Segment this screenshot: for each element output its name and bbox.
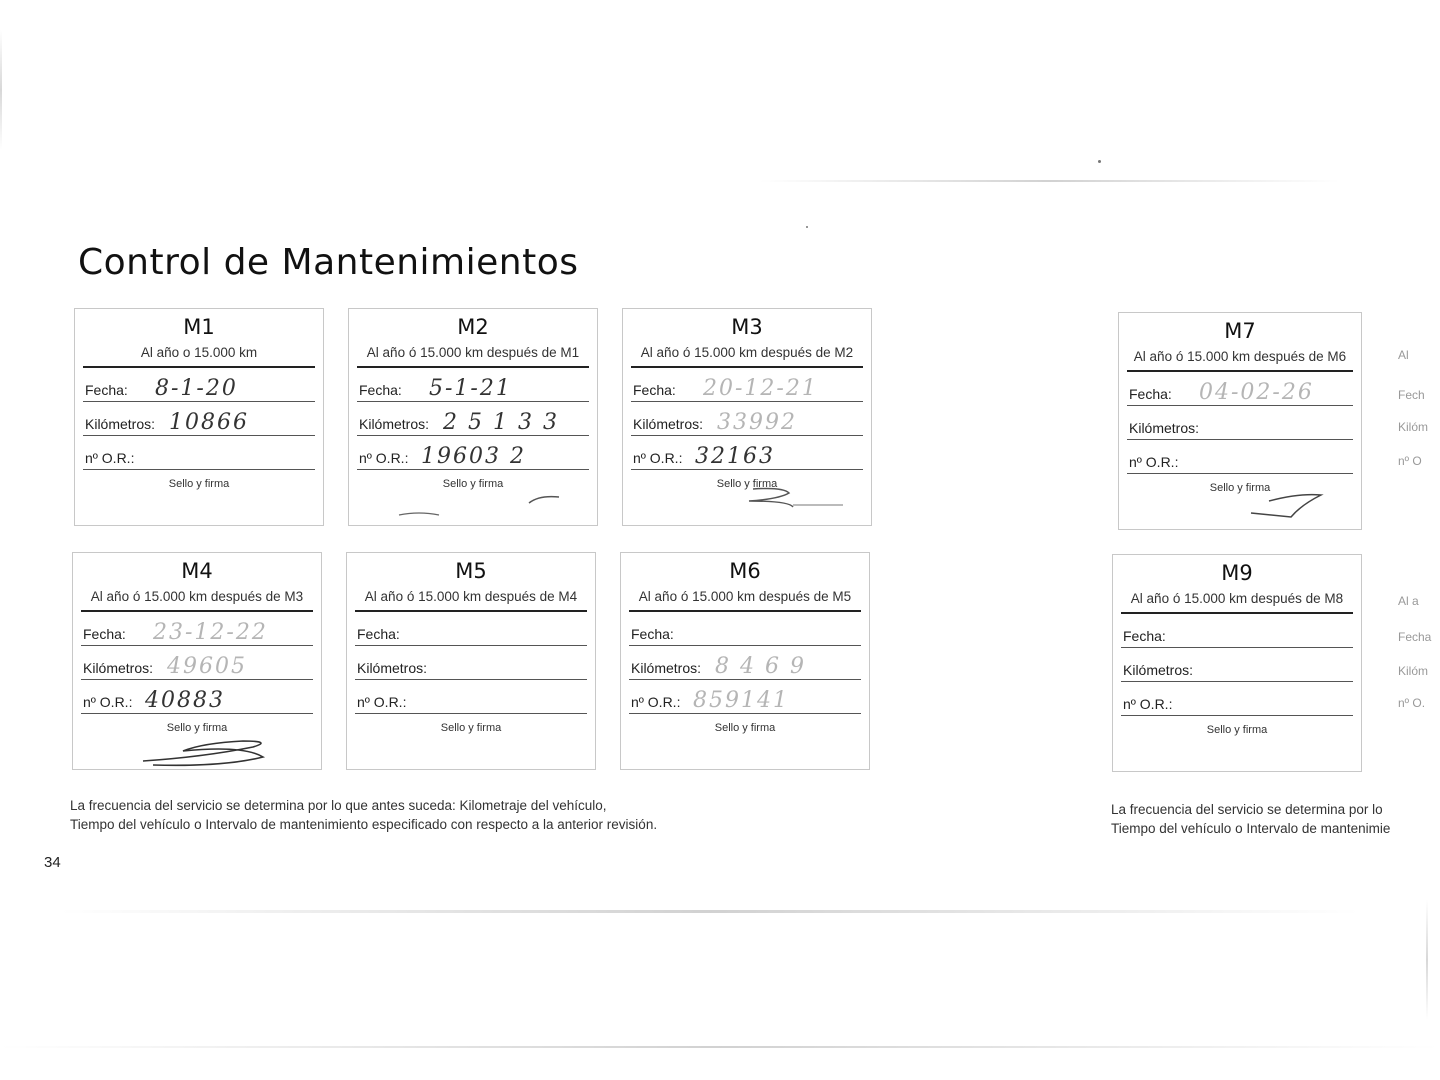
date-value: 04-02-26 — [1199, 380, 1314, 405]
card-code: M5 — [455, 559, 487, 583]
date-value: 23-12-22 — [153, 620, 268, 645]
km-label: Kilómetros: — [85, 416, 156, 432]
km-field — [357, 402, 589, 436]
date-label: Fecha: — [359, 382, 402, 398]
card-interval: Al año ó 15.000 km después de M1 — [357, 345, 589, 368]
km-value: 49605 — [167, 654, 247, 679]
maintenance-card-m1 — [74, 308, 324, 526]
seal-label: Sello y firma — [1209, 482, 1271, 494]
cutoff-text: Fech — [1398, 388, 1425, 402]
maintenance-card-m7 — [1118, 312, 1362, 530]
date-label: Fecha: — [633, 382, 676, 398]
km-label: Kilómetros: — [83, 660, 154, 676]
or-field — [1121, 682, 1353, 716]
scan-speck — [1098, 160, 1101, 163]
or-value: 19603 2 — [421, 444, 526, 469]
seal-label: Sello y firma — [442, 478, 504, 490]
date-value: 8-1-20 — [155, 376, 238, 401]
or-label: nº O.R.: — [1129, 454, 1179, 470]
signature-scribble — [663, 483, 853, 519]
card-code: M6 — [729, 559, 761, 583]
card-code: M2 — [457, 315, 489, 339]
km-field — [81, 646, 313, 680]
date-field — [357, 368, 589, 402]
or-field — [83, 436, 315, 470]
seal-label: Sello y firma — [716, 478, 778, 490]
date-field — [629, 612, 861, 646]
maintenance-card-m5 — [346, 552, 596, 770]
km-field — [83, 402, 315, 436]
card-interval: Al año ó 15.000 km después de M4 — [355, 589, 587, 612]
km-label: Kilómetros: — [631, 660, 702, 676]
or-field — [81, 680, 313, 714]
km-field — [629, 646, 861, 680]
footnote-line: La frecuencia del servicio se determina por lo — [1111, 802, 1383, 817]
signature-scribble — [389, 483, 579, 519]
or-label: nº O.R.: — [359, 450, 409, 466]
maintenance-card-m3 — [622, 308, 872, 526]
maintenance-card-m2 — [348, 308, 598, 526]
footnote-line: La frecuencia del servicio se determina por lo que antes suceda: Kilometraje del vehículo, — [70, 798, 607, 813]
scan-artefact-left-edge — [0, 30, 2, 150]
scan-artefact-bottom — [60, 910, 1360, 913]
seal-label: Sello y firma — [440, 722, 502, 734]
date-value: 5-1-21 — [429, 376, 512, 401]
date-field — [355, 612, 587, 646]
card-code: M3 — [731, 315, 763, 339]
footnote — [70, 796, 657, 834]
cutoff-text: Fecha — [1398, 630, 1432, 644]
page-number: 34 — [44, 854, 61, 871]
km-label: Kilómetros: — [359, 416, 430, 432]
km-label: Kilómetros: — [357, 660, 428, 676]
cutoff-text: nº O. — [1398, 696, 1426, 710]
maintenance-card-m9 — [1112, 554, 1362, 772]
footnote-line: Tiempo del vehículo o Intervalo de mantenimie — [1111, 821, 1391, 836]
page-title: Control de Mantenimientos — [78, 242, 579, 283]
card-interval: Al año o 15.000 km — [83, 345, 315, 368]
or-field — [631, 436, 863, 470]
scan-artefact-footer — [0, 1046, 1440, 1048]
or-label: nº O.R.: — [83, 694, 133, 710]
seal-label: Sello y firma — [1206, 724, 1268, 736]
card-code: M9 — [1221, 561, 1253, 585]
date-field — [81, 612, 313, 646]
or-label: nº O.R.: — [1123, 696, 1173, 712]
km-label: Kilómetros: — [633, 416, 704, 432]
or-value: 859141 — [693, 688, 789, 713]
or-field — [629, 680, 861, 714]
date-label: Fecha: — [85, 382, 128, 398]
card-interval: Al año ó 15.000 km después de M5 — [629, 589, 861, 612]
date-label: Fecha: — [357, 626, 400, 642]
scan-artefact-top — [760, 180, 1340, 182]
cutoff-text: nº O — [1398, 454, 1422, 468]
date-label: Fecha: — [1123, 628, 1166, 644]
cutoff-text: Al a — [1398, 594, 1419, 608]
card-code: M4 — [181, 559, 213, 583]
cutoff-text: Al — [1398, 348, 1409, 362]
card-code: M7 — [1224, 319, 1256, 343]
km-label: Kilómetros: — [1129, 420, 1200, 436]
or-field — [355, 680, 587, 714]
km-field — [631, 402, 863, 436]
seal-label: Sello y firma — [168, 478, 230, 490]
date-label: Fecha: — [1129, 386, 1172, 402]
card-interval: Al año ó 15.000 km después de M8 — [1121, 591, 1353, 614]
or-label: nº O.R.: — [631, 694, 681, 710]
date-field — [83, 368, 315, 402]
date-field — [1121, 614, 1353, 648]
card-interval: Al año ó 15.000 km después de M2 — [631, 345, 863, 368]
or-label: nº O.R.: — [357, 694, 407, 710]
cutoff-text: Kilóm — [1398, 664, 1429, 678]
card-interval: Al año ó 15.000 km después de M3 — [81, 589, 313, 612]
footnote-right — [1111, 800, 1431, 838]
km-field — [1127, 406, 1353, 440]
signature-scribble — [1159, 487, 1349, 523]
date-field — [1127, 372, 1353, 406]
scan-speck — [806, 226, 808, 228]
date-value: 20-12-21 — [703, 376, 818, 401]
or-label: nº O.R.: — [85, 450, 135, 466]
seal-label: Sello y firma — [714, 722, 776, 734]
maintenance-card-m6 — [620, 552, 870, 770]
km-value: 33992 — [717, 410, 797, 435]
seal-label: Sello y firma — [166, 722, 228, 734]
or-field — [1127, 440, 1353, 474]
or-label: nº O.R.: — [633, 450, 683, 466]
date-field — [631, 368, 863, 402]
km-field — [355, 646, 587, 680]
km-value: 8 4 6 9 — [715, 654, 806, 679]
km-value: 2 5 1 3 3 — [443, 410, 559, 435]
km-label: Kilómetros: — [1123, 662, 1194, 678]
card-interval: Al año ó 15.000 km después de M6 — [1127, 349, 1353, 372]
km-field — [1121, 648, 1353, 682]
signature-scribble — [123, 731, 313, 767]
or-value: 32163 — [695, 444, 775, 469]
or-field — [357, 436, 589, 470]
card-code: M1 — [183, 315, 215, 339]
footnote-line: Tiempo del vehículo o Intervalo de mantenimiento especificado con respecto a la anterior revisión. — [70, 817, 658, 832]
or-value: 40883 — [145, 688, 225, 713]
date-label: Fecha: — [631, 626, 674, 642]
date-label: Fecha: — [83, 626, 126, 642]
maintenance-card-m4 — [72, 552, 322, 770]
cutoff-text: Kilóm — [1398, 420, 1429, 434]
km-value: 10866 — [169, 410, 249, 435]
scan-artefact-right-edge — [1426, 900, 1428, 1020]
